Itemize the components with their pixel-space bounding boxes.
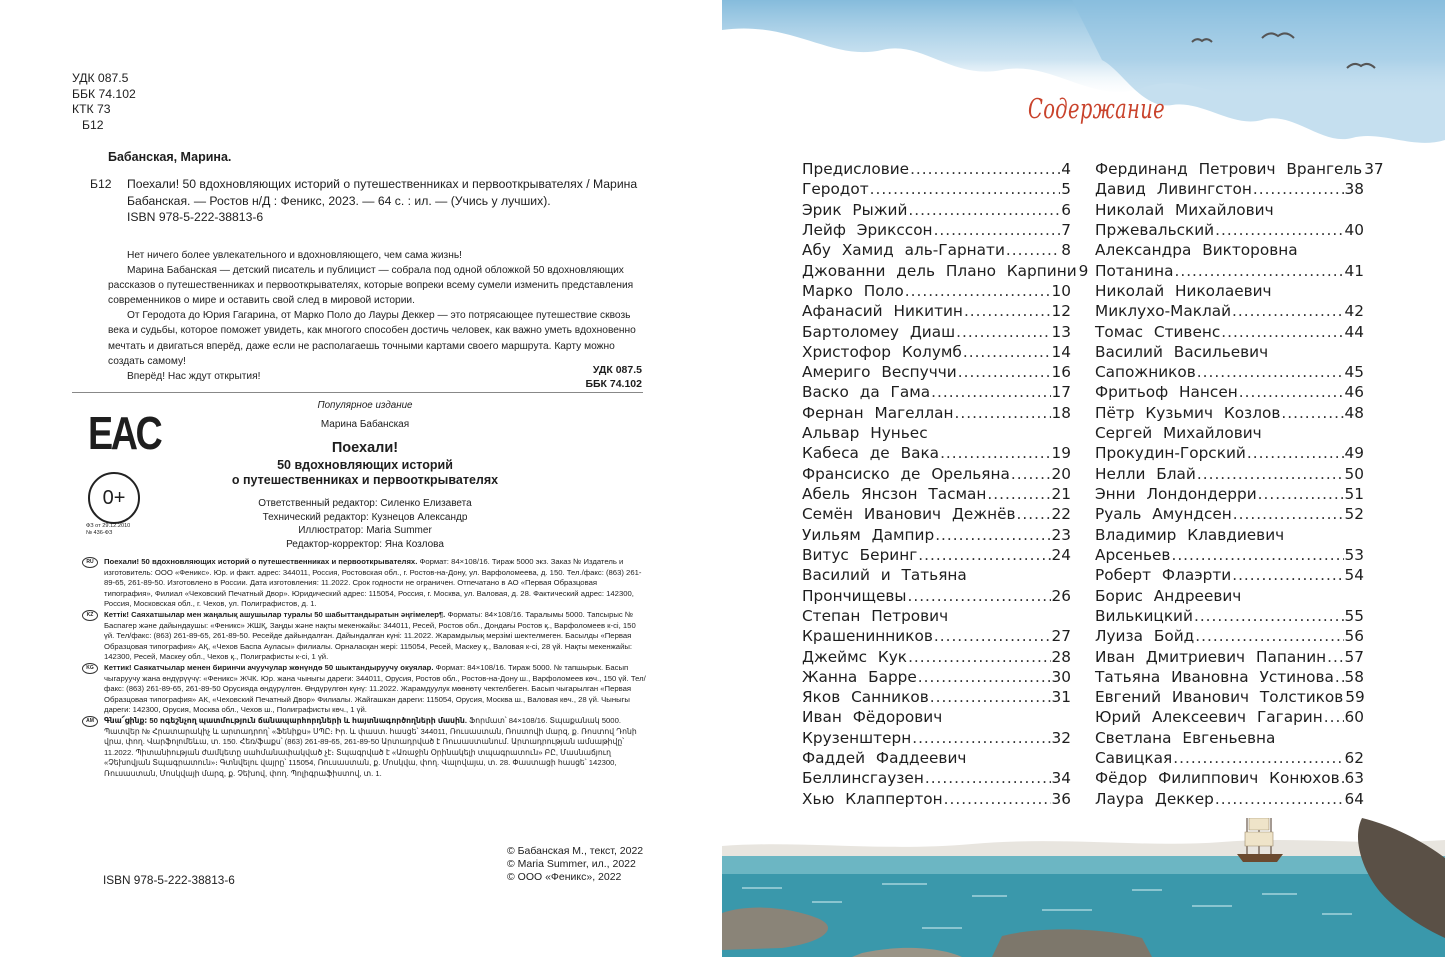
toc-entry-name: Фердинанд Петрович Врангель <box>1095 160 1363 178</box>
toc-entry-name: Иван Фёдорович <box>802 708 943 727</box>
toc-leader-dots <box>944 789 1051 809</box>
sailing-ship-icon <box>1237 818 1283 862</box>
toc-entry[interactable] <box>802 240 1071 260</box>
toc-leader-dots <box>1341 768 1344 788</box>
toc-entry-name: Марко Поло <box>802 281 904 300</box>
toc-leader-dots <box>925 768 1051 788</box>
toc-entry-page: 14 <box>1051 342 1071 361</box>
toc-entry-name: Беллинсгаузен <box>802 769 924 788</box>
toc-entry-page: 13 <box>1051 322 1071 341</box>
toc-entry-page: 26 <box>1051 586 1071 605</box>
law-line: ФЗ от 29.12.2010 <box>86 523 131 529</box>
annotation-paragraph: Вперёд! Нас ждут открытия! <box>127 370 261 382</box>
language-badge: KZ <box>82 610 98 621</box>
toc-entry[interactable] <box>1095 687 1364 707</box>
bbk-line: ББК 74.102 <box>585 378 642 390</box>
toc-entry[interactable] <box>1095 707 1364 727</box>
toc-entry[interactable] <box>1095 240 1364 260</box>
toc-entry[interactable] <box>802 423 1071 443</box>
toc-leader-dots <box>987 484 1050 504</box>
toc-entry[interactable] <box>1095 362 1364 382</box>
toc-entry[interactable] <box>1095 220 1364 240</box>
toc-entry-page: 38 <box>1344 180 1364 199</box>
toc-entry-name: Альвар Нуньес <box>802 424 928 443</box>
toc-entry[interactable] <box>802 707 1071 727</box>
toc-leader-dots <box>1221 322 1343 342</box>
toc-entry-page: 20 <box>1051 464 1071 483</box>
author-mark: Б12 <box>90 177 112 191</box>
toc-leader-dots <box>908 200 1060 220</box>
toc-leader-dots <box>934 220 1061 240</box>
credit-proofreader: Редактор-корректор: Яна Козлова <box>286 538 444 550</box>
toc-entry-name: Василий и Татьяна <box>802 566 967 585</box>
left-page <box>0 0 722 957</box>
toc-entry-page: 42 <box>1344 302 1364 321</box>
toc-entry-name: Христофор Колумб <box>802 342 962 361</box>
toc-entry-name: Миклухо-Маклай <box>1095 302 1232 321</box>
toc-entry-name: Геродот <box>802 180 869 199</box>
toc-leader-dots <box>931 382 1050 402</box>
toc-entry-page: 6 <box>1061 200 1071 219</box>
toc-entry-name: Арсеньев <box>1095 545 1171 564</box>
toc-entry-page: 60 <box>1344 708 1364 727</box>
toc-leader-dots <box>1233 504 1344 524</box>
bibliographic-text: Поехали! 50 вдохновляющих историй о путешественниках и первооткрывателях / Марина Бабанская. — Ростов н/Д : Феникс, 2023. — 64 с. : ил. — (Учись у лучших). <box>127 177 638 208</box>
toc-entry[interactable] <box>802 545 1071 565</box>
toc-leader-dots <box>1335 667 1344 687</box>
watercolor-sky-illustration <box>722 0 1445 175</box>
toc-entry-name: Николай Михайлович <box>1095 200 1274 219</box>
watercolor-sea-illustration <box>722 818 1445 957</box>
toc-entry[interactable] <box>802 504 1071 524</box>
toc-entry-name: Николай Николаевич <box>1095 281 1272 300</box>
toc-entry-page: 24 <box>1051 545 1071 564</box>
toc-entry-page: 23 <box>1051 525 1071 544</box>
right-page <box>722 0 1445 957</box>
toc-entry-name: Хью Клаппертон <box>802 789 943 808</box>
toc-entry-name: Владимир Клавдиевич <box>1095 525 1285 544</box>
subtitle-line: о путешественниках и первооткрывателях <box>231 473 499 487</box>
toc-entry-name: Светлана Евгеньевна <box>1095 728 1276 747</box>
udk-block-top <box>72 71 136 133</box>
toc-entry-name: Савицкая <box>1095 749 1173 768</box>
toc-entry-page: 52 <box>1344 505 1364 524</box>
toc-entry-name: Пётр Кузьмич Козлов <box>1095 403 1281 422</box>
toc-entry-page: 10 <box>1051 281 1071 300</box>
toc-entry-name: Предисловие <box>802 160 910 178</box>
toc-leader-dots <box>1327 647 1343 667</box>
toc-entry-page: 63 <box>1344 769 1364 788</box>
toc-leader-dots <box>907 586 1050 606</box>
toc-entry[interactable] <box>802 443 1071 463</box>
credit-illustrator: Иллюстратор: Maria Summer <box>298 525 432 537</box>
toc-entry[interactable] <box>802 261 1089 281</box>
toc-leader-dots <box>905 281 1051 301</box>
toc-leader-dots <box>964 301 1051 321</box>
imprint-title: Գնա՜ցինք։ 50 ոգեշնչող պատմություն ճանապարհորդների և հայտնագործողների մասին. <box>104 715 467 725</box>
imprint-kz <box>82 610 647 663</box>
toc-entry-page: 54 <box>1344 566 1364 585</box>
toc-entry-name: Витус Беринг <box>802 545 918 564</box>
toc-entry[interactable] <box>1095 768 1364 788</box>
toc-leader-dots <box>1017 504 1051 524</box>
udk-block-bottom <box>585 363 642 391</box>
toc-entry-page: 12 <box>1051 302 1071 321</box>
toc-leader-dots <box>1281 403 1343 423</box>
toc-leader-dots <box>940 443 1050 463</box>
toc-leader-dots <box>1232 565 1343 585</box>
toc-leader-dots <box>1173 748 1343 768</box>
toc-entry-page: 16 <box>1051 363 1071 382</box>
toc-entry[interactable] <box>1095 545 1364 565</box>
toc-entry-name: Уильям Дампир <box>802 525 935 544</box>
toc-leader-dots <box>930 687 1051 707</box>
toc-entry-page: 40 <box>1344 220 1364 239</box>
toc-entry[interactable] <box>802 179 1071 199</box>
toc-leader-dots <box>918 545 1050 565</box>
toc-entry-page: 53 <box>1344 545 1364 564</box>
toc-entry-name: Джеймс Кук <box>802 647 908 666</box>
annotation <box>108 248 643 384</box>
toc-leader-dots <box>910 159 1060 179</box>
toc-entry-name: Васко да Гама <box>802 383 931 402</box>
toc-entry-name: Фаддей Фаддеевич <box>802 749 967 768</box>
toc-entry[interactable] <box>1095 322 1364 342</box>
copyright-line: © ООО «Феникс», 2022 <box>507 870 622 883</box>
toc-leader-dots <box>1324 707 1344 727</box>
toc-entry-name: Потанина <box>1095 261 1174 280</box>
toc-entry[interactable] <box>1095 179 1364 199</box>
toc-leader-dots <box>908 647 1050 667</box>
toc-entry-page: 28 <box>1051 647 1071 666</box>
toc-entry-name: Крузенштерн <box>802 728 912 747</box>
toc-entry-name: Кабеса де Вака <box>802 444 940 463</box>
toc-leader-dots <box>1215 220 1343 240</box>
udk-line: УДК 087.5 <box>592 364 642 376</box>
toc-entry-name: Томас Стивенс <box>1095 322 1221 341</box>
toc-leader-dots <box>956 322 1050 342</box>
toc-entry-name: Юрий Алексеевич Гагарин <box>1095 708 1323 727</box>
age-rating-badge: 0+ <box>88 472 140 524</box>
toc-entry[interactable] <box>1095 159 1384 179</box>
toc-entry-page: 56 <box>1344 627 1364 646</box>
toc-leader-dots <box>1006 240 1060 260</box>
toc-entry[interactable] <box>1095 423 1364 443</box>
toc-entry[interactable] <box>802 220 1071 240</box>
imprint-am <box>82 716 647 780</box>
toc-entry[interactable] <box>1095 200 1364 220</box>
toc-entry-page: 4 <box>1061 160 1071 178</box>
divider <box>72 392 643 393</box>
toc-entry[interactable] <box>1095 565 1364 585</box>
toc-entry[interactable] <box>1095 261 1364 281</box>
toc-leader-dots <box>958 362 1051 382</box>
toc-entry[interactable] <box>802 281 1071 301</box>
toc-entry[interactable] <box>1095 748 1364 768</box>
toc-entry-name: Василий Васильевич <box>1095 342 1269 361</box>
toc-entry-name: Лейф Эрикссон <box>802 220 933 239</box>
toc-entry-page: 19 <box>1051 444 1071 463</box>
language-badge: RU <box>82 557 98 568</box>
toc-entry-name: Семён Иванович Дежнёв <box>802 505 1016 524</box>
toc-entry-page: 49 <box>1344 444 1364 463</box>
imprint-kg <box>82 663 647 716</box>
toc-leader-dots <box>1239 382 1344 402</box>
toc-leader-dots <box>1194 606 1344 626</box>
law-line: № 436-ФЗ <box>86 530 113 536</box>
imprint-title: Поехали! 50 вдохновляющих историй о путешественниках и первооткрывателях. <box>104 557 418 566</box>
toc-entry-page: 21 <box>1051 485 1071 503</box>
toc-entry-name: Роберт Флаэрти <box>1095 566 1232 585</box>
toc-leader-dots <box>1011 464 1051 484</box>
imprint-text: Форматы: 84×108/16. Таралымы 5000. Тапсырыс № Баспагер және дайындаушы: «Феникс» ЖШҚ, Заңды және нақты мекенжайы: 344011, Ресей, Ростов обл., Дондағы Ростов қ., Варфоломеев к-сі, 150 үй. Тел/факс: (863) 261-89-65, 261-89-50. Ресейде дайындалған. Дайындалған күні: 11.2022. Жарамдылық мерзімі шектелмеген. Басылды «Первая Образцовая типография» АҚ, «Чехов Баспа Ауласы» филиалы. Орналасқан жері: 115054, Ресей, Маскеу қ., Валовая к-сі, 28 үй. Нақты мекенжайы: 142300, Ресей, Маскеу обл., Чехов қ., Полиграфисты к-сі, 1 үй. <box>104 609 636 662</box>
toc-entry-page: 46 <box>1344 383 1364 402</box>
toc-entry-name: Абель Янсзон Тасман <box>802 485 987 503</box>
toc-leader-dots <box>1253 179 1344 199</box>
subtitle-line: 50 вдохновляющих историй <box>277 458 453 472</box>
toc-column-right <box>1095 159 1384 809</box>
credit-tech-editor: Технический редактор: Кузнецов Александр <box>262 511 468 523</box>
imprint-title: Кеттик! Саякатчылар менен биринчи ачуучулар жөнүндө 50 шыктандыруучу окуялар. <box>104 662 434 672</box>
toc-entry[interactable] <box>1095 728 1364 748</box>
toc-entry-name: Татьяна Ивановна Устинова <box>1095 667 1334 686</box>
credits <box>185 497 545 551</box>
toc-leader-dots <box>1215 789 1344 809</box>
language-badge: KG <box>82 663 98 674</box>
toc-entry-name: Евгений Иванович Толстиков <box>1095 688 1344 707</box>
copyright-block <box>507 845 643 883</box>
toc-entry-page: 51 <box>1344 485 1364 503</box>
toc-column-left <box>802 159 1089 809</box>
toc-entry-name: Руаль Амундсен <box>1095 505 1232 524</box>
toc-entry[interactable] <box>1095 525 1364 545</box>
toc-entry-name: Крашенинников <box>802 627 933 646</box>
toc-entry[interactable] <box>1095 382 1364 402</box>
toc-entry-name: Абу Хамид аль-Гарнати <box>802 241 1005 260</box>
toc-leader-dots <box>934 626 1051 646</box>
toc-leader-dots <box>1195 626 1343 646</box>
toc-entry-page: 32 <box>1051 728 1071 747</box>
toc-entry[interactable] <box>802 789 1071 809</box>
toc-leader-dots <box>1247 443 1344 463</box>
toc-entry-name: Фёдор Филиппович Конюхов <box>1095 769 1340 788</box>
ktk-line: КТК 73 <box>72 102 111 116</box>
toc-entry-page: 50 <box>1344 464 1364 483</box>
toc-entry-name: Жанна Барре <box>802 667 917 686</box>
toc-entry[interactable] <box>802 768 1071 788</box>
toc-entry[interactable] <box>802 362 1071 382</box>
toc-entry-name: Сапожников <box>1095 363 1196 382</box>
toc-leader-dots <box>935 525 1050 545</box>
toc-leader-dots <box>912 728 1050 748</box>
toc-entry[interactable] <box>802 687 1071 707</box>
toc-leader-dots <box>870 179 1061 199</box>
toc-entry-page: 7 <box>1061 220 1071 239</box>
toc-entry-name: Сергей Михайлович <box>1095 424 1262 443</box>
toc-entry-page: 57 <box>1344 647 1364 666</box>
toc-leader-dots <box>1232 301 1343 321</box>
toc-entry[interactable] <box>802 484 1071 504</box>
imprint-ru <box>82 557 647 610</box>
toc-entry[interactable] <box>1095 789 1364 809</box>
toc-entry[interactable] <box>802 586 1071 606</box>
toc-entry-name: Джованни дель Плано Карпини <box>802 261 1077 280</box>
toc-entry-name: Афанасий Никитин <box>802 302 963 321</box>
toc-entry-page: 62 <box>1344 749 1364 768</box>
toc-entry-name: Бартоломеу Диаш <box>802 322 956 341</box>
isbn-bottom: ISBN 978-5-222-38813-6 <box>103 873 235 887</box>
toc-entry[interactable] <box>1095 647 1364 667</box>
toc-entry[interactable] <box>1095 342 1364 362</box>
toc-entry-name: Эрик Рыжий <box>802 200 908 219</box>
toc-leader-dots <box>1258 484 1344 504</box>
bibliographic-record <box>90 176 643 210</box>
toc-entry-name: Фернан Магеллан <box>802 403 954 422</box>
toc-entry[interactable] <box>1095 443 1364 463</box>
toc-entry[interactable] <box>802 200 1071 220</box>
annotation-paragraph: Нет ничего более увлекательного и вдохновляющего, чем сама жизнь! <box>127 250 462 261</box>
eac-mark: EAC <box>88 407 161 459</box>
toc-entry[interactable] <box>802 342 1071 362</box>
bbk-line: ББК 74.102 <box>72 86 136 101</box>
annotation-paragraph: От Геродота до Юрия Гагарина, от Марко Поло до Лауры Деккер — это потрясающее путешествие сквозь века и судьбы, которое поможет увидеть, как многого способен достичь человек, как важно уметь вдохновенно мечтать и двигаться вперёд, даже если не располагаешь точными картами своего маршрута. Карту можно создать самому! <box>108 310 636 367</box>
toc-entry-name: Вилькицкий <box>1095 606 1193 625</box>
toc-entry-name: Луиза Бойд <box>1095 627 1195 646</box>
toc-entry-page: 64 <box>1344 789 1364 808</box>
toc-entry-page: 17 <box>1051 383 1071 402</box>
toc-entry-name: Пржевальский <box>1095 220 1215 239</box>
toc-entry[interactable] <box>1095 504 1364 524</box>
toc-entry[interactable] <box>1095 484 1364 504</box>
toc-entry[interactable] <box>802 667 1071 687</box>
toc-entry-name: Степан Петрович <box>802 606 949 625</box>
toc-entry[interactable] <box>802 748 1071 768</box>
toc-entry-page: 44 <box>1344 322 1364 341</box>
toc-entry-name: Иван Дмитриевич Папанин <box>1095 647 1327 666</box>
imprint-text: Формат: 84×108/16. Тираж 5000 экз. Заказ № Издатель и изготовитель: ООО «Феникс». Юр. и факт. адрес: 344011, Россия, Ростовская обл., г. Ростов-на-Дону, ул. Варфоломеева, д. 150. Тел./факс: (863) 261-89-65, 261-89-50. Изготовлено в России. Дата изготовления: 11.2022. Срок годности не ограничен. Отпечатано в АО «Первая Образцовая типография», Филиал «Чеховский Печатный Двор». Юридический адрес: 115054, Россия, г. Москва, ул. Валовая, д. 28. Фактический адрес: 142300, Россия, Московская обл., г. Чехов, ул. Полиграфистов, д. 1. <box>104 557 642 609</box>
isbn-top: ISBN 978-5-222-38813-6 <box>127 210 264 224</box>
toc-entry-name: Америго Веспуччи <box>802 363 957 382</box>
law-reference <box>86 523 130 537</box>
toc-entry-name: Борис Андреевич <box>1095 586 1242 605</box>
toc-entry-page: 48 <box>1344 403 1364 422</box>
toc-entry-page: 36 <box>1051 789 1071 808</box>
toc-entry-page: 30 <box>1051 667 1071 686</box>
toc-entry[interactable] <box>1095 403 1364 423</box>
toc-entry[interactable] <box>802 464 1071 484</box>
toc-entry-page: 27 <box>1051 627 1071 646</box>
toc-entry[interactable] <box>802 647 1071 667</box>
toc-entry-page: 58 <box>1344 667 1364 686</box>
toc-entry-name: Александра Викторовна <box>1095 241 1298 260</box>
toc-leader-dots <box>1171 545 1343 565</box>
toc-entry-page: 55 <box>1344 606 1364 625</box>
toc-entry-name: Нелли Блай <box>1095 464 1196 483</box>
copyright-line: © Бабанская М., текст, 2022 <box>507 845 644 857</box>
toc-entry-page: 37 <box>1364 160 1384 178</box>
toc-leader-dots <box>954 403 1050 423</box>
annotation-paragraph: Марина Бабанская — детский писатель и публицист — собрала под одной обложкой 50 вдохновляющих рассказов о путешественниках и первооткрывателях, которые вопреки всему сумели изменить представления современников о мире и оставить свой след в мировой истории. <box>108 265 634 307</box>
toc-entry-name: Прончищевы <box>802 586 907 605</box>
toc-entry-page: 9 <box>1078 261 1089 280</box>
toc-leader-dots <box>1197 464 1344 484</box>
imprint-text: Формат: 84×108/16. Тираж 5000. № тапшырык. Басып чыгаруучу жана өндүрүүчү: «Феникс» ЖЧК. Юр. жана чыныгы дареги: 344011, Орусия, Ростов обл., Ростов-на-Дону ш., Варфоломеев көч., 150 үй. Тел/факс: (863) 261-89-65, 261-89-50 Орусияда өндүрүлгөн. Өндүрүлгөн күнү: 11.2022. Жарамдуулук мөөнөтү чектелбеген. Басып чыгарылган «Первая Образцовая типография» АК, «Чеховский Печатный Двор» Филиалы. Жайгашкан дареги: 115054, Орусия, Москва ш., Валовая көч., 28 үй. Чыныгы дареги: 142300, Орусия, Москва обл., Чехов ш., Полиграфисты көч., 1 үй. <box>104 662 646 715</box>
book-title: Поехали! <box>331 440 399 456</box>
author-name: Марина Бабанская <box>320 419 410 430</box>
imprint-list <box>82 557 647 779</box>
toc-entry[interactable] <box>802 728 1071 748</box>
toc-leader-dots <box>963 342 1051 362</box>
toc-entry[interactable] <box>802 403 1071 423</box>
imprint-text: Ֆորմատ՝ 84×108/16. Տպաքանակ 5000. Պատվեր № Հրատարակիչ և արտադրող՝ «Ֆենիքս» ՍՊԸ։ Իր. և փաստ. հասցե՝ 344011, Ռուսաստան, Ռոստովի մարզ, ք. Ռոստով Դոնի վրա, փող. Վարֆոլոմեևա, տ. 150. Հեռ/ֆաքս՝ (863) 261-89-65, 261-89-50 Արտադրված է Ռուսաստանում. Արտադրության ամսաթիվը՝ 11.2022. Պիտանիության ժամկետը սահմանափակված չէ։ Տպագրված է «Առաջին Օրինակելի տպագրատուն» ԲԸ, Մասնաճյուղ «Չեխովյան Տպագրատուն»։ Գտնվելու վայրը՝ 115054, Ռուսաստան, ք. Մոսկվա, փող. Վալովայա, տ. 28. Փաստացի հասցե՝ 142300, Ռուսաստան, Մոսկվայի մարզ, ք. Չեխով, փող. Պոլիգրաֆիստով, տ. 1. <box>104 715 637 778</box>
imprint-title: Кеттік! Саяхатшылар мен жаңалық ашушылар туралы 50 шабыттандыратын әңгімелер¶. <box>104 609 446 619</box>
toc-entry[interactable] <box>802 382 1071 402</box>
toc-entry-name: Давид Ливингстон <box>1095 180 1252 199</box>
toc-leader-dots <box>1174 261 1343 281</box>
toc-title: Содержание <box>1028 94 1165 125</box>
toc-leader-dots <box>918 667 1051 687</box>
toc-entry[interactable] <box>802 301 1071 321</box>
toc-entry-page: 45 <box>1344 363 1364 382</box>
toc-entry-name: Франсиско де Орельяна <box>802 464 1010 483</box>
toc-entry[interactable] <box>1095 626 1364 646</box>
toc-entry[interactable] <box>1095 301 1364 321</box>
toc-entry-page: 18 <box>1051 403 1071 422</box>
toc-entry[interactable] <box>802 565 1071 585</box>
toc-entry[interactable] <box>802 626 1071 646</box>
copyright-line: © Maria Summer, ил., 2022 <box>507 857 636 870</box>
toc-entry[interactable] <box>802 159 1071 179</box>
credit-editor: Ответственный редактор: Силенко Елизавета <box>258 498 472 509</box>
toc-leader-dots <box>1197 362 1344 382</box>
toc-entry[interactable] <box>1095 667 1364 687</box>
toc-entry-page: 31 <box>1051 688 1071 707</box>
author-mark-line: Б12 <box>82 117 104 132</box>
toc-entry[interactable] <box>1095 606 1364 626</box>
toc-entry[interactable] <box>802 322 1071 342</box>
toc-entry-name: Лаура Деккер <box>1095 789 1214 808</box>
udk-line: УДК 087.5 <box>72 71 129 85</box>
toc-entry-page: 8 <box>1061 241 1071 260</box>
book-subtitle <box>180 458 550 488</box>
toc-entry[interactable] <box>1095 281 1364 301</box>
toc-entry[interactable] <box>802 525 1071 545</box>
toc-entry-name: Энни Лондондерри <box>1095 485 1257 503</box>
toc-entry[interactable] <box>802 606 1071 626</box>
toc-entry[interactable] <box>1095 464 1364 484</box>
toc-entry-page: 5 <box>1061 180 1071 199</box>
toc-entry-page: 22 <box>1051 505 1071 524</box>
language-badge: AM <box>82 716 98 727</box>
toc-entry-name: Прокудин-Горский <box>1095 444 1246 463</box>
toc-entry-name: Фритьоф Нансен <box>1095 383 1238 402</box>
edition-type: Популярное издание <box>317 400 413 411</box>
toc-entry-page: 34 <box>1051 769 1071 788</box>
toc-entry-name: Яков Санников <box>802 688 929 707</box>
toc-entry-page: 59 <box>1345 688 1365 707</box>
author-heading: Бабанская, Марина. <box>108 150 232 164</box>
toc-entry-page: 41 <box>1344 261 1364 280</box>
toc-entry[interactable] <box>1095 586 1364 606</box>
